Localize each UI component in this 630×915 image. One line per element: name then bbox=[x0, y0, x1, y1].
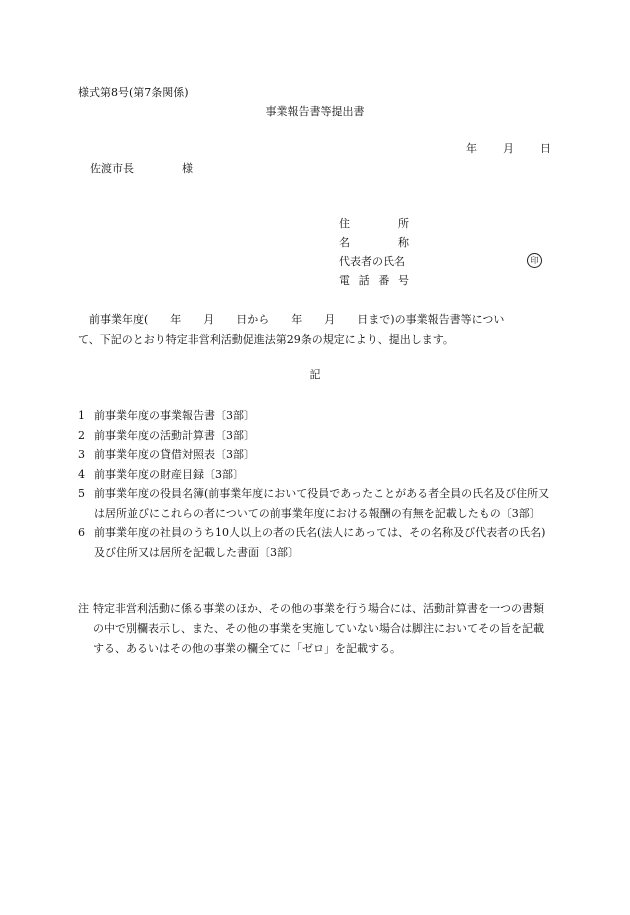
item-number: 6 bbox=[78, 526, 85, 539]
body-paragraph bbox=[78, 310, 552, 350]
date-day: 日 bbox=[540, 142, 551, 155]
applicant-address-row bbox=[339, 218, 409, 229]
item-text: 前事業年度の役員名簿(前事業年度において役員であったことがある者全員の氏名及び住所又は居所並びにこれらの者についての前事業年度における報酬の有無を記載したもの〔3部〕 bbox=[94, 487, 550, 520]
addressee-honorific: 様 bbox=[182, 162, 193, 175]
item-number: 4 bbox=[78, 467, 85, 481]
item-text: 前事業年度の貸借対照表〔3部〕 bbox=[94, 448, 255, 461]
name-label: 名 称 bbox=[339, 236, 409, 249]
applicant-phone-row bbox=[339, 275, 409, 286]
addressee bbox=[90, 163, 193, 174]
note-head: 注 bbox=[78, 602, 89, 615]
footnote bbox=[78, 599, 552, 659]
list-item bbox=[78, 445, 552, 465]
item-text: 前事業年度の社員のうち10人以上の者の氏名(法人にあっては、その名称及び代表者の氏名)及び住所又は居所を記載した書面〔3部〕 bbox=[94, 526, 546, 559]
item-number: 1 bbox=[78, 409, 85, 422]
item-number: 2 bbox=[78, 428, 85, 442]
list-item bbox=[78, 523, 552, 562]
note-text: 特定非営利活動に係る事業のほか、その他の事業を行う場合には、活動計算書を一つの書類の中で別欄表示し、また、その他の事業を実施していない場合は脚注においてその旨を記載する、あるいはその他の事業の欄全てに「ゼロ」を記載する。 bbox=[93, 602, 544, 655]
list-item bbox=[78, 406, 552, 426]
ki-heading: 記 bbox=[309, 368, 321, 381]
item-list bbox=[78, 406, 552, 562]
list-item bbox=[78, 426, 552, 446]
date-year: 年 bbox=[466, 142, 477, 155]
body-line-1: 前事業年度( 年 月 日から 年 月 日まで)の事業報告書等につい bbox=[89, 313, 505, 326]
date-month: 月 bbox=[503, 142, 514, 155]
list-item bbox=[78, 484, 552, 523]
document-title: 事業報告書等提出書 bbox=[265, 105, 365, 118]
item-text: 前事業年度の事業報告書〔3部〕 bbox=[94, 409, 255, 422]
body-line-2: て、下記のとおり特定非営利活動促進法第29条の規定により、提出します。 bbox=[78, 333, 454, 346]
phone-label: 電 話 番 号 bbox=[339, 274, 409, 287]
seal-mark: 印 bbox=[527, 253, 542, 268]
item-number: 3 bbox=[78, 448, 85, 461]
item-text: 前事業年度の財産目録〔3部〕 bbox=[94, 467, 244, 481]
applicant-name-row bbox=[339, 237, 409, 248]
form-number: 様式第8号(第7条関係) bbox=[78, 86, 189, 99]
item-number: 5 bbox=[78, 487, 85, 500]
representative-label: 代表者の氏名 bbox=[339, 255, 405, 268]
date-line bbox=[466, 143, 551, 154]
addressee-name: 佐渡市長 bbox=[90, 162, 134, 175]
applicant-representative-row bbox=[339, 256, 405, 267]
item-text: 前事業年度の活動計算書〔3部〕 bbox=[94, 428, 255, 442]
list-item bbox=[78, 465, 552, 485]
address-label: 住 所 bbox=[339, 217, 409, 230]
